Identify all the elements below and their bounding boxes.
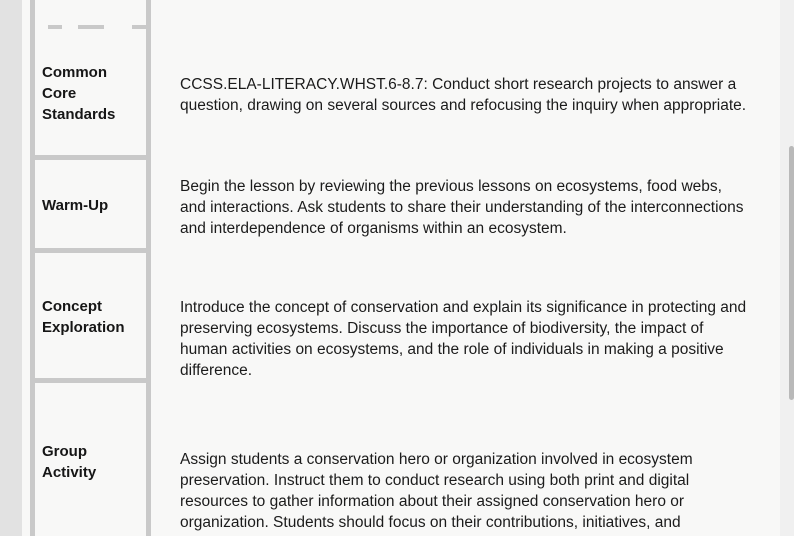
row-label-warm-up: Warm-Up <box>42 197 109 214</box>
row-label-common-core-standards: Common Core Standards <box>42 64 116 123</box>
row-text-group-activity: Assign students a conservation hero or organization involved in ecosystem preservation. Instruct them to conduct research using both print and digital resources to gather information about their assigned conservation hero or organization. Students should focus on their contributions, initiatives, and <box>180 451 693 531</box>
row-label-group-activity: Group Activity <box>42 443 97 481</box>
right-border <box>146 0 151 536</box>
top-dash <box>78 25 104 29</box>
row-text-common-core-standards: CCSS.ELA-LITERACY.WHST.6-8.7: Conduct short research projects to answer a question, drawing on several sources and refocusing the inquiry when appropriate. <box>180 76 747 114</box>
scrollbar-thumb[interactable] <box>789 146 794 400</box>
row-divider <box>30 378 151 383</box>
row-text-warm-up: Begin the lesson by reviewing the previous lessons on ecosystems, food webs, and interactions. Ask students to share their understanding of the interconnections and interdependence of organisms within an ecosystem. <box>180 178 744 237</box>
row-divider <box>30 248 151 253</box>
top-dash <box>132 25 146 29</box>
row-label-concept-exploration: Concept Exploration <box>42 298 125 336</box>
top-dash <box>48 25 62 29</box>
row-divider <box>30 155 151 160</box>
row-text-concept-exploration: Introduce the concept of conservation and explain its significance in protecting and preserving ecosystems. Discuss the importance of biodiversity, the impact of human activities on ecosystems, and the role of individuals in making a positive difference. <box>180 299 747 379</box>
left-border <box>30 0 35 536</box>
